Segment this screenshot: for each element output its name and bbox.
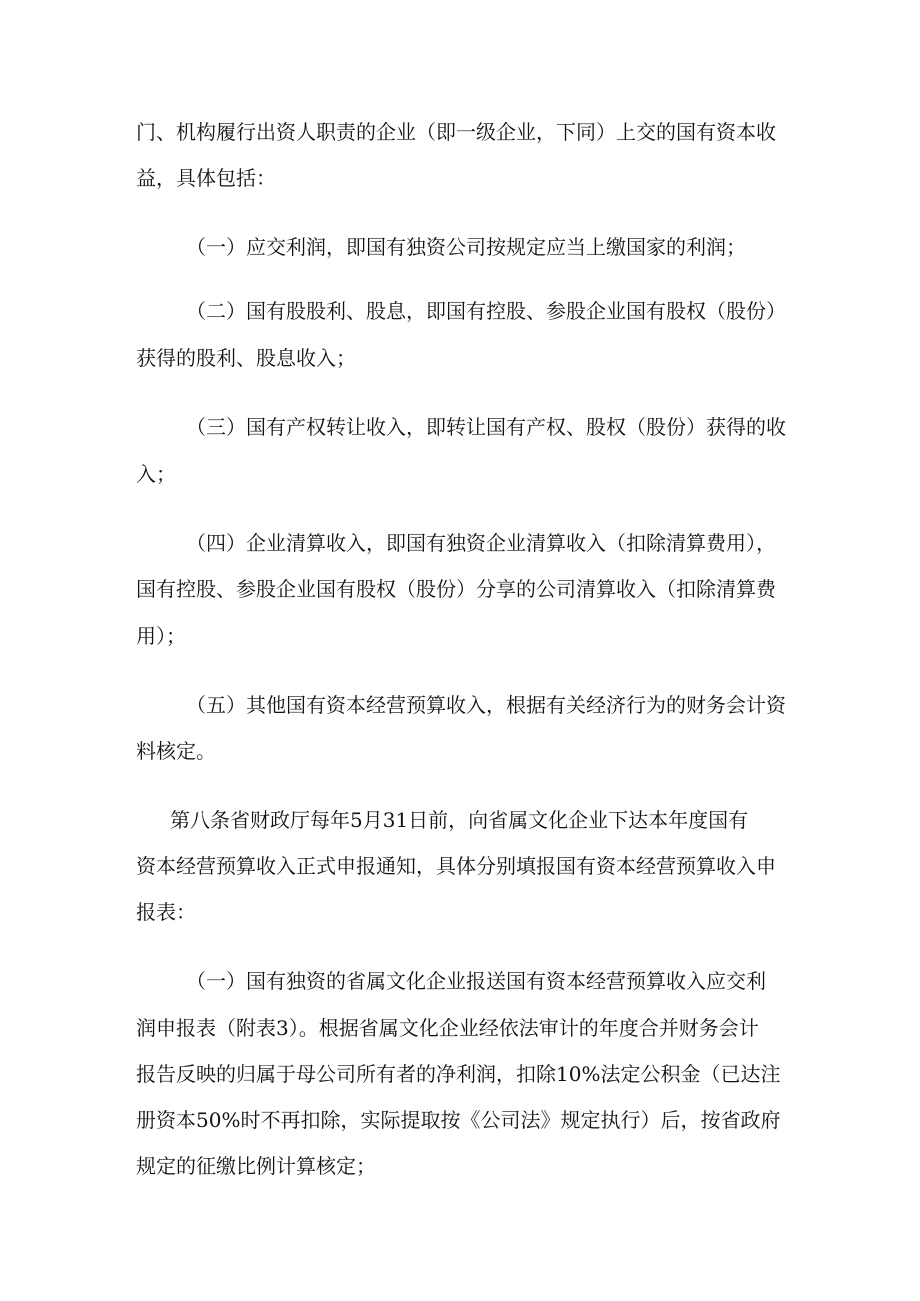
text-line: 报告反映的归属于母公司所有者的净利润，扣除10%法定公积金（已达注 [136,1062,781,1086]
text-line: 门、机构履行出资人职责的企业（即一级企业，下同）上交的国有资本收 [136,120,776,144]
text-line: 益，具体包括： [136,166,276,190]
text-line: （五）其他国有资本经营预算收入，根据有关经济行为的财务会计资 [186,693,786,717]
text-line: 规定的征缴比例计算核定； [136,1154,376,1178]
text-line: 润申报表（附表3）。根据省属文化企业经依法审计的年度合并财务会计 [136,1016,759,1040]
text-line: （二）国有股股利、股息，即国有控股、参股企业国有股权（股份） [186,299,786,323]
text-line: 国有控股、参股企业国有股权（股份）分享的公司清算收入（扣除清算费 [136,577,776,601]
text-line: （一）应交利润，即国有独资公司按规定应当上缴国家的利润； [186,235,746,259]
text-line: 用）； [136,624,186,648]
text-line: （三）国有产权转让收入，即转让国有产权、股权（股份）获得的收 [186,415,786,439]
text-line: （四）企业清算收入，即国有独资企业清算收入（扣除清算费用）， [186,531,776,555]
text-line: 报表： [136,900,196,924]
text-line: 料核定。 [136,739,216,763]
text-line: （一）国有独资的省属文化企业报送国有资本经营预算收入应交利 [186,969,766,993]
text-line: 册资本50%时不再扣除，实际提取按《公司法》规定执行）后，按省政府 [136,1108,781,1132]
text-line: 入； [136,462,176,486]
text-line: 第八条省财政厅每年5月31日前，向省属文化企业下达本年度国有 [170,808,749,832]
text-line: 获得的股利、股息收入； [136,346,356,370]
text-line: 资本经营预算收入正式申报通知，具体分别填报国有资本经营预算收入申 [136,854,776,878]
